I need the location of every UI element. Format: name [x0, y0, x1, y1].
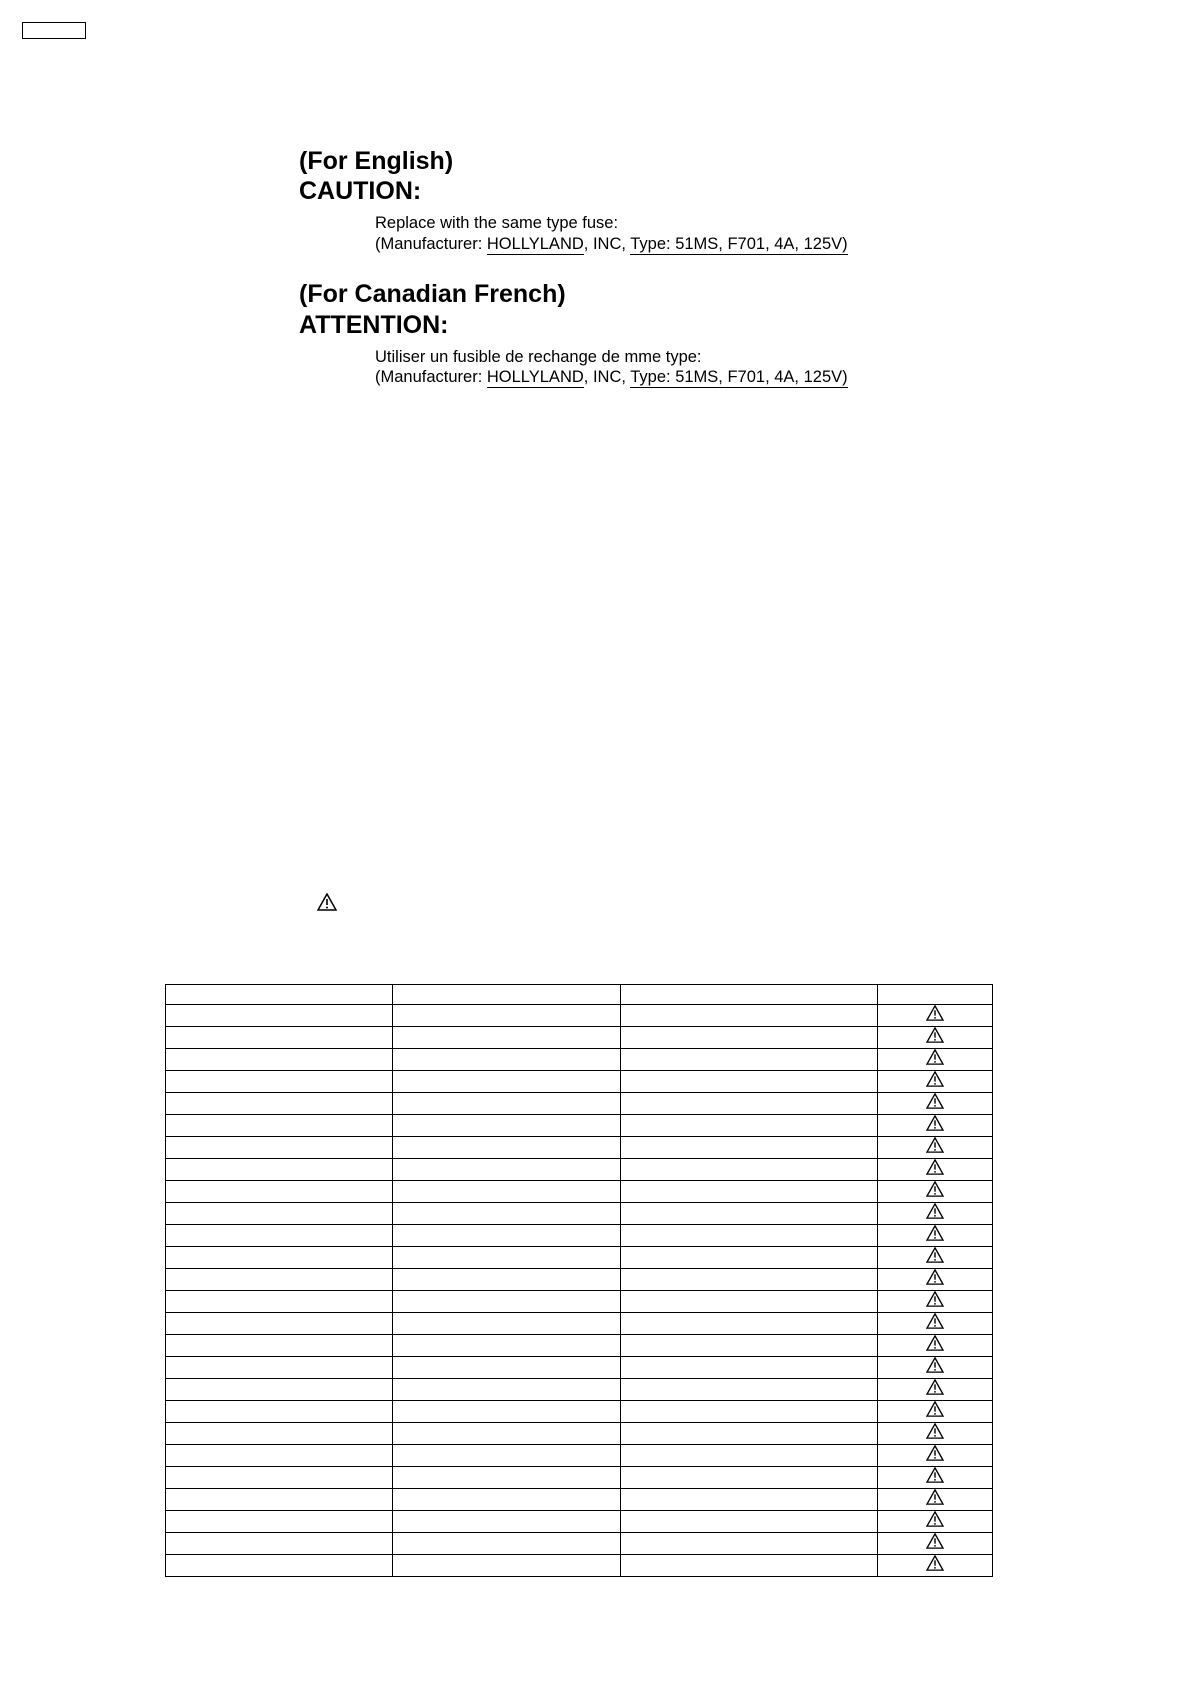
- table-cell: [393, 1423, 621, 1445]
- safety-parts-table: [165, 984, 993, 1577]
- table-row: [166, 1093, 993, 1115]
- table-cell: [393, 1071, 621, 1093]
- table-cell: [878, 1511, 993, 1533]
- table-cell: [621, 1489, 878, 1511]
- table-cell: [166, 1159, 393, 1181]
- table-cell: [878, 1313, 993, 1335]
- table-cell: [166, 1005, 393, 1027]
- table-cell: [621, 1291, 878, 1313]
- table-cell: [621, 1049, 878, 1071]
- table-cell: [621, 1423, 878, 1445]
- table-cell: [878, 1357, 993, 1379]
- table-cell: [878, 1533, 993, 1555]
- fuse-type-spec: Type: 51MS, F701, 4A, 125V): [630, 235, 848, 253]
- english-manufacturer-line: [375, 234, 848, 254]
- warning-triangle-icon: [926, 1357, 944, 1373]
- french-caution-title: ATTENTION:: [299, 311, 449, 339]
- warning-triangle-icon: [926, 1159, 944, 1175]
- table-row: [166, 1379, 993, 1401]
- table-cell: [621, 1203, 878, 1225]
- table-cell: [393, 1137, 621, 1159]
- warning-triangle-icon: [926, 1049, 944, 1065]
- warning-triangle-icon: [926, 1137, 944, 1153]
- manufacturer-prefix: (Manufacturer:: [375, 368, 487, 386]
- table-cell: [878, 1159, 993, 1181]
- table-cell: [166, 1313, 393, 1335]
- table-cell: [166, 1555, 393, 1577]
- table-cell: [878, 1335, 993, 1357]
- table-row: [166, 1445, 993, 1467]
- table-cell: [878, 1049, 993, 1071]
- table-cell: [166, 1489, 393, 1511]
- table-cell: [166, 1335, 393, 1357]
- english-section-label: (For English): [299, 147, 454, 175]
- manufacturer-mid: , INC,: [583, 235, 631, 253]
- table-cell: [393, 1445, 621, 1467]
- table-row: [166, 1159, 993, 1181]
- manufacturer-mid: , INC,: [583, 368, 631, 386]
- table-row: [166, 1401, 993, 1423]
- table-cell: [166, 1291, 393, 1313]
- french-instruction: Utiliser un fusible de rechange de mme type:: [375, 348, 702, 366]
- table-cell: [393, 1005, 621, 1027]
- table-row: [166, 1335, 993, 1357]
- warning-triangle-icon: [317, 893, 337, 911]
- table-cell: [621, 1401, 878, 1423]
- warning-triangle-icon: [926, 1269, 944, 1285]
- table-cell: [621, 1357, 878, 1379]
- table-cell: [878, 1269, 993, 1291]
- page-number-box: [22, 22, 86, 39]
- table-cell: [393, 1511, 621, 1533]
- table-cell: [393, 1181, 621, 1203]
- table-cell: [393, 1379, 621, 1401]
- table-cell: [166, 1379, 393, 1401]
- table-cell: [166, 1137, 393, 1159]
- table-cell: [878, 1489, 993, 1511]
- table-row: [166, 1423, 993, 1445]
- table-cell: [393, 1335, 621, 1357]
- table-row: [166, 1115, 993, 1137]
- table-cell: [878, 1445, 993, 1467]
- warning-triangle-icon: [926, 1445, 944, 1461]
- warning-triangle-icon: [926, 1423, 944, 1439]
- table-cell: [621, 1093, 878, 1115]
- table-row: [166, 1511, 993, 1533]
- warning-triangle-icon: [926, 1379, 944, 1395]
- table-cell: [621, 1313, 878, 1335]
- warning-triangle-icon: [926, 1071, 944, 1087]
- table-row: [166, 1489, 993, 1511]
- table-cell: [621, 1269, 878, 1291]
- table-cell: [166, 1467, 393, 1489]
- table-cell: [393, 1291, 621, 1313]
- table-cell: [878, 1005, 993, 1027]
- table-cell: [166, 985, 393, 1005]
- table-cell: [393, 1533, 621, 1555]
- warning-triangle-icon: [926, 1401, 944, 1417]
- table-row: [166, 1027, 993, 1049]
- table-row: [166, 1247, 993, 1269]
- table-cell: [878, 1093, 993, 1115]
- table-cell: [166, 1247, 393, 1269]
- manufacturer-name: HOLLYLAND: [486, 235, 584, 253]
- table-row: [166, 1269, 993, 1291]
- english-caution-title: CAUTION:: [299, 177, 422, 205]
- warning-triangle-icon: [926, 1093, 944, 1109]
- english-instruction: Replace with the same type fuse:: [375, 214, 619, 232]
- table-row: [166, 1357, 993, 1379]
- table-cell: [393, 1489, 621, 1511]
- table-cell: [393, 1049, 621, 1071]
- table-cell: [878, 1555, 993, 1577]
- table-cell: [393, 1159, 621, 1181]
- table-cell: [166, 1357, 393, 1379]
- table-cell: [878, 1027, 993, 1049]
- table-cell: [878, 1291, 993, 1313]
- table-cell: [878, 1401, 993, 1423]
- table-row: [166, 1291, 993, 1313]
- table-row: [166, 1555, 993, 1577]
- table-cell: [166, 1423, 393, 1445]
- table-row: [166, 1005, 993, 1027]
- table-row: [166, 1137, 993, 1159]
- table-cell: [166, 1115, 393, 1137]
- table-cell: [166, 1049, 393, 1071]
- table-row: [166, 1049, 993, 1071]
- table-row: [166, 1071, 993, 1093]
- table-cell: [621, 1225, 878, 1247]
- manufacturer-name: HOLLYLAND: [486, 368, 584, 386]
- french-section-label: (For Canadian French): [299, 280, 566, 308]
- table-cell: [878, 1225, 993, 1247]
- table-cell: [621, 1005, 878, 1027]
- warning-triangle-icon: [926, 1027, 944, 1043]
- table-row: [166, 1533, 993, 1555]
- table-cell: [621, 1137, 878, 1159]
- table-cell: [621, 1115, 878, 1137]
- table-row: [166, 1225, 993, 1247]
- table-cell: [393, 1467, 621, 1489]
- warning-triangle-icon: [926, 1335, 944, 1351]
- table-cell: [621, 1335, 878, 1357]
- table-header-row: [166, 985, 993, 1005]
- table-cell: [166, 1401, 393, 1423]
- table-cell: [621, 1511, 878, 1533]
- table-cell: [878, 1181, 993, 1203]
- table-cell: [621, 1181, 878, 1203]
- warning-triangle-icon: [926, 1313, 944, 1329]
- table-cell: [393, 1027, 621, 1049]
- table-cell: [393, 1115, 621, 1137]
- table-cell: [166, 1225, 393, 1247]
- table-cell: [166, 1181, 393, 1203]
- table-cell: [393, 1313, 621, 1335]
- warning-triangle-icon: [926, 1115, 944, 1131]
- table-cell: [166, 1093, 393, 1115]
- table-cell: [878, 1203, 993, 1225]
- table-cell: [393, 1203, 621, 1225]
- table-cell: [166, 1203, 393, 1225]
- table-row: [166, 1181, 993, 1203]
- table-cell: [393, 1401, 621, 1423]
- table-cell: [393, 1093, 621, 1115]
- table-row: [166, 1467, 993, 1489]
- table-cell: [878, 1071, 993, 1093]
- table-cell: [878, 1137, 993, 1159]
- warning-triangle-icon: [926, 1555, 944, 1571]
- table-cell: [621, 1159, 878, 1181]
- table-cell: [166, 1445, 393, 1467]
- table-cell: [166, 1511, 393, 1533]
- table-cell: [621, 1467, 878, 1489]
- table-cell: [621, 1533, 878, 1555]
- warning-triangle-icon: [926, 1511, 944, 1527]
- french-manufacturer-line: [375, 367, 848, 387]
- warning-triangle-icon: [926, 1247, 944, 1263]
- warning-triangle-icon: [926, 1225, 944, 1241]
- table-cell: [393, 1225, 621, 1247]
- warning-triangle-icon: [926, 1291, 944, 1307]
- table-cell: [621, 1071, 878, 1093]
- table-cell: [166, 1071, 393, 1093]
- table-cell: [621, 1445, 878, 1467]
- table-cell: [166, 1269, 393, 1291]
- warning-triangle-icon: [926, 1181, 944, 1197]
- table-cell: [166, 1533, 393, 1555]
- table-cell: [621, 1027, 878, 1049]
- parts-table-body: [166, 985, 993, 1577]
- table-cell: [166, 1027, 393, 1049]
- table-cell: [878, 1247, 993, 1269]
- table-cell: [878, 985, 993, 1005]
- table-cell: [621, 1555, 878, 1577]
- warning-triangle-icon: [926, 1005, 944, 1021]
- table-cell: [393, 1247, 621, 1269]
- fuse-type-spec: Type: 51MS, F701, 4A, 125V): [630, 368, 848, 386]
- table-cell: [621, 985, 878, 1005]
- manufacturer-prefix: (Manufacturer:: [375, 235, 487, 253]
- table-row: [166, 1203, 993, 1225]
- table-cell: [393, 1269, 621, 1291]
- table-cell: [621, 1379, 878, 1401]
- warning-triangle-icon: [926, 1533, 944, 1549]
- table-cell: [878, 1115, 993, 1137]
- table-cell: [878, 1467, 993, 1489]
- table-cell: [393, 1555, 621, 1577]
- table-cell: [393, 1357, 621, 1379]
- table-cell: [621, 1247, 878, 1269]
- warning-triangle-icon: [926, 1467, 944, 1483]
- warning-triangle-icon: [926, 1203, 944, 1219]
- table-cell: [878, 1423, 993, 1445]
- table-row: [166, 1313, 993, 1335]
- table-cell: [393, 985, 621, 1005]
- table-cell: [878, 1379, 993, 1401]
- warning-triangle-icon: [926, 1489, 944, 1505]
